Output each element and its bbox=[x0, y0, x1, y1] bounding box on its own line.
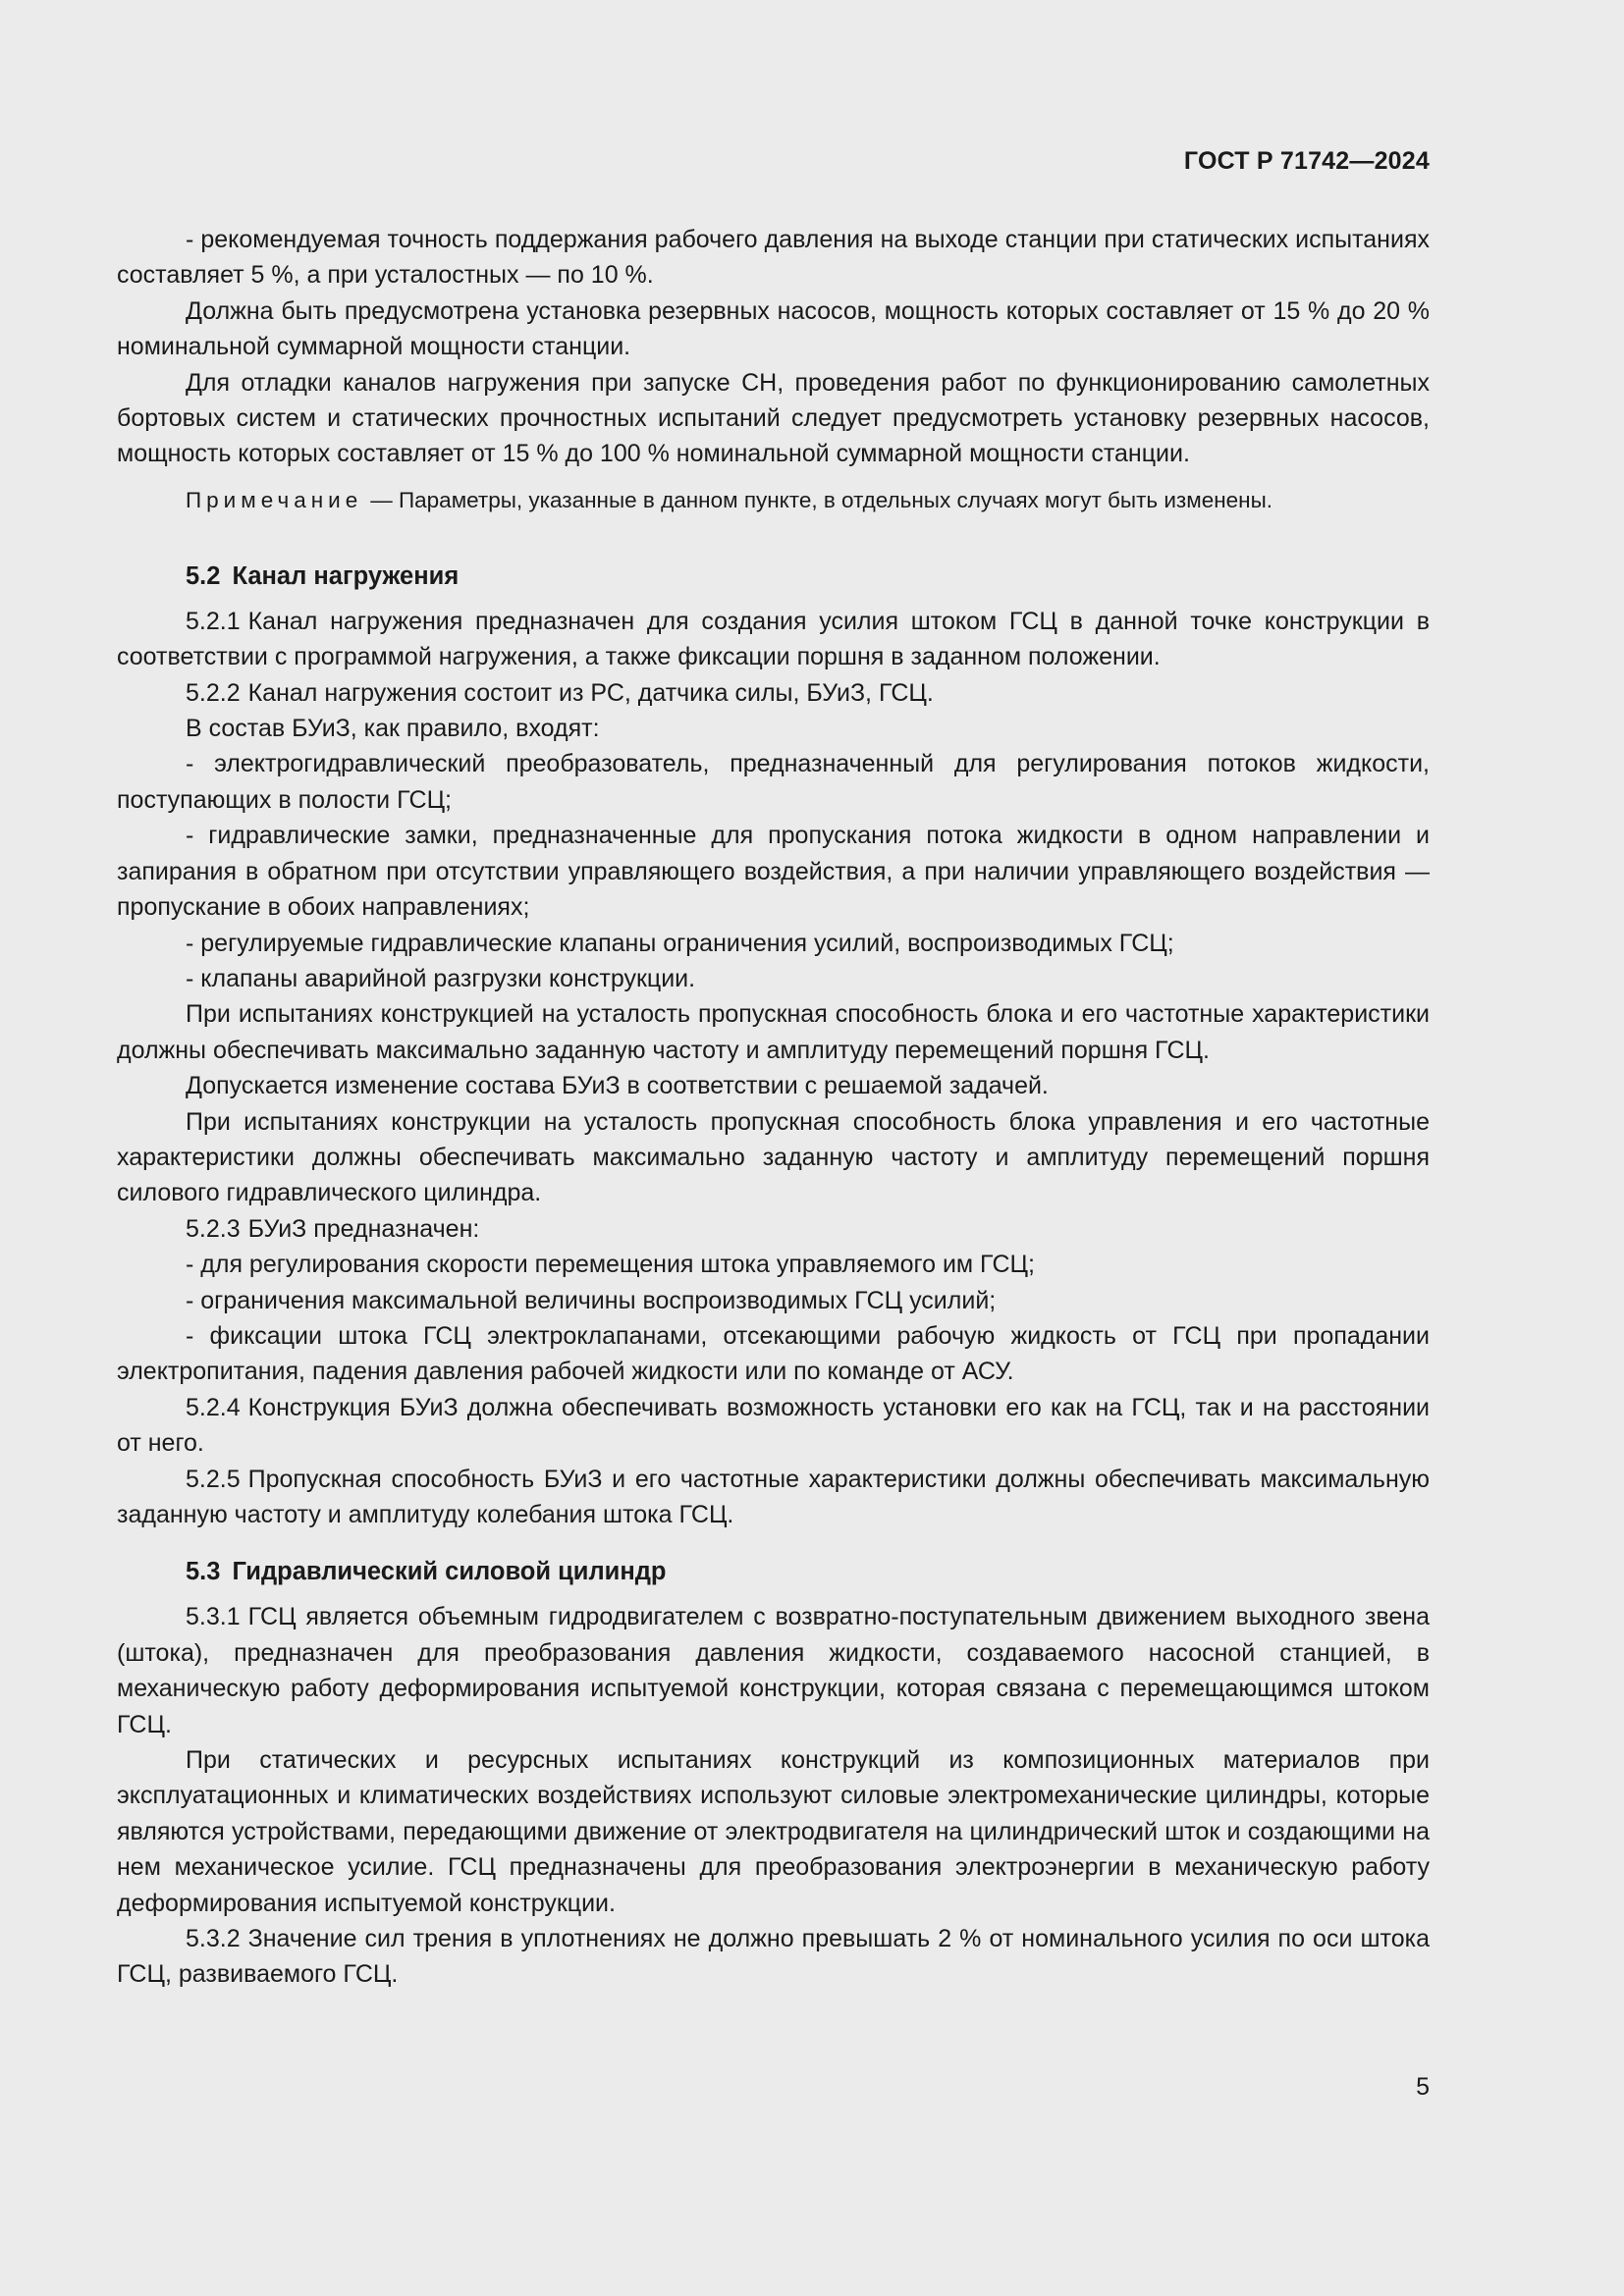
paragraph: Допускается изменение состава БУиЗ в соответствии с решаемой задачей. bbox=[186, 1072, 1049, 1100]
paragraph bbox=[117, 1921, 1430, 1993]
note-label: Примечание bbox=[186, 487, 363, 512]
section-number: 5.3 bbox=[186, 1558, 221, 1586]
list-item: - для регулирования скорости перемещения штока управляемого им ГСЦ; bbox=[186, 1251, 1035, 1279]
paragraph: Для отладки каналов нагружения при запуске СН, проведения работ по функционированию самолетных бортовых систем и статических прочностных испытаний следует предусмотреть установку резервных насосов, мощность которых составляет от 15 % до 100 % номинальной суммарной мощности станции. bbox=[117, 368, 1430, 468]
paragraph: При испытаниях конструкции на усталость пропускная способность блока управления и его частотные характеристики должны обеспечивать максимально заданную частоту и амплитуду перемещений поршня силового гидравлического цилиндра. bbox=[117, 1107, 1430, 1207]
clause-number: 5.2.4 bbox=[186, 1393, 241, 1421]
clause-number: 5.3.1 bbox=[186, 1603, 241, 1631]
section-number: 5.2 bbox=[186, 561, 221, 590]
clause-number: 5.3.2 bbox=[186, 1925, 241, 1953]
paragraph: В состав БУиЗ, как правило, входят: bbox=[186, 715, 600, 743]
clause-number: 5.2.3 bbox=[186, 1214, 241, 1243]
paragraph: - рекомендуемая точность поддержания рабочего давления на выходе станции при статических испытаниях составляет 5 %, а при усталостных — по 10 %. bbox=[117, 226, 1430, 290]
page-number: 5 bbox=[1416, 2073, 1430, 2101]
clause-text: ГСЦ является объемным гидродвигателем с возвратно-поступательным движением выходного звена (штока), предназначен для преобразования давления жидкости, создаваемого насосной станцией, в механическую работу деформирования испытуемой конструкции, которая связана с перемещающимся штоком ГСЦ. bbox=[117, 1603, 1430, 1738]
clause-number: 5.2.5 bbox=[186, 1465, 241, 1493]
clause-text: Канал нагружения состоит из РС, датчика силы, БУиЗ, ГСЦ. bbox=[247, 678, 934, 707]
section-title: Гидравлический силовой цилиндр bbox=[232, 1558, 667, 1586]
paragraph bbox=[117, 604, 1430, 675]
clause-text: БУиЗ предназначен: bbox=[247, 1214, 480, 1243]
list-item: - ограничения максимальной величины воспроизводимых ГСЦ усилий; bbox=[186, 1286, 997, 1314]
list-item: - электрогидравлический преобразователь, предназначенный для регулирования потоков жидкости, поступающих в полости ГСЦ; bbox=[117, 750, 1430, 814]
paragraph bbox=[117, 1599, 1430, 1742]
paragraph bbox=[117, 675, 1430, 711]
list-item: - фиксации штока ГСЦ электроклапанами, отсекающими рабочую жидкость от ГСЦ при пропадании электропитания, падения давления рабочей жидкости или по команде от АСУ. bbox=[117, 1321, 1430, 1386]
list-item: - гидравлические замки, предназначенные для пропускания потока жидкости в одном направлении и запирания в обратном при отсутствии управляющего воздействия, а при наличии управляющего воздействия — пропускание в обоих направлениях; bbox=[117, 822, 1430, 922]
document-body bbox=[117, 222, 1430, 1993]
clause-text: Канал нагружения предназначен для создания усилия штоком ГСЦ в данной точке конструкции в соответствии с программой нагружения, а также фиксации поршня в заданном положении. bbox=[117, 607, 1430, 671]
list-item: - клапаны аварийной разгрузки конструкции. bbox=[186, 964, 696, 992]
clause-number: 5.2.1 bbox=[186, 607, 241, 635]
section-heading bbox=[186, 1554, 1430, 1589]
document-code-header: ГОСТ Р 71742—2024 bbox=[1183, 147, 1430, 175]
list-item: - регулируемые гидравлические клапаны ограничения усилий, воспроизводимых ГСЦ; bbox=[186, 929, 1174, 957]
clause-text: Значение сил трения в уплотнениях не должно превышать 2 % от номинального усилия по оси штока ГСЦ, развиваемого ГСЦ. bbox=[117, 1925, 1430, 1989]
paragraph bbox=[117, 1211, 1430, 1247]
clause-number: 5.2.2 bbox=[186, 678, 241, 707]
paragraph: При испытаниях конструкцией на усталость пропускная способность блока и его частотные характеристики должны обеспечивать максимально заданную частоту и амплитуду перемещений поршня ГСЦ. bbox=[117, 1000, 1430, 1064]
section-heading bbox=[186, 559, 1430, 594]
clause-text: Пропускная способность БУиЗ и его частотные характеристики должны обеспечивать максимальную заданную частоту и амплитуду колебания штока ГСЦ. bbox=[117, 1465, 1430, 1528]
note-text: — Параметры, указанные в данном пункте, в отдельных случаях могут быть изменены. bbox=[370, 487, 1273, 512]
note bbox=[117, 484, 1430, 517]
paragraph: При статических и ресурсных испытаниях конструкций из композиционных материалов при эксплуатационных и климатических воздействиях используют силовые электромеханические цилиндры, которые являются устройствами, передающими движение от электродвигателя на цилиндрический шток и создающими на нем механическое усилие. ГСЦ предназначены для преобразования электроэнергии в механическую работу деформирования испытуемой конструкции. bbox=[117, 1746, 1430, 1917]
clause-text: Конструкция БУиЗ должна обеспечивать возможность установки его как на ГСЦ, так и на расстоянии от него. bbox=[117, 1393, 1430, 1458]
paragraph bbox=[117, 1390, 1430, 1462]
section-title: Канал нагружения bbox=[232, 561, 460, 590]
paragraph bbox=[117, 1462, 1430, 1533]
paragraph: Должна быть предусмотрена установка резервных насосов, мощность которых составляет от 15 % до 20 % номинальной суммарной мощности станции. bbox=[117, 296, 1430, 361]
